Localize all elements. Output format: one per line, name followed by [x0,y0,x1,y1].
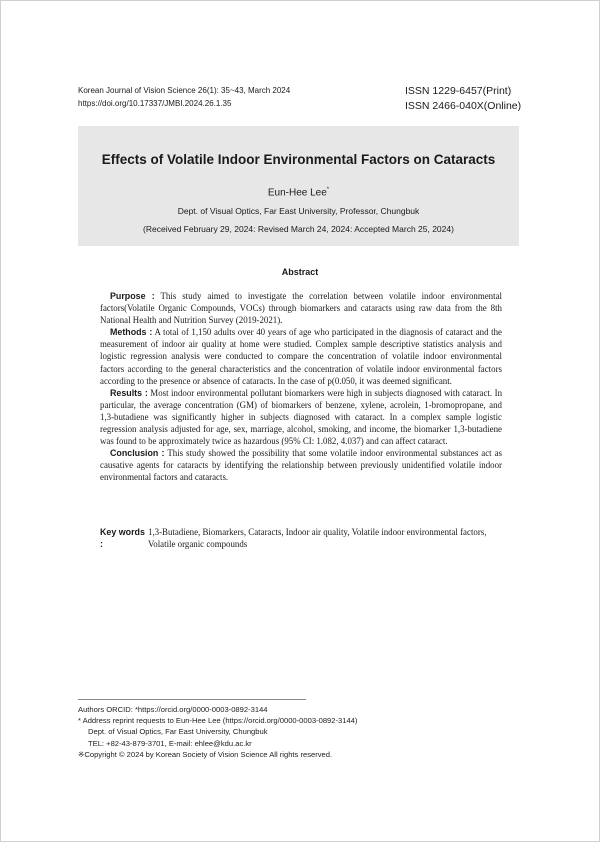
abstract-conclusion [100,447,502,483]
issn-online: ISSN 2466-040X(Online) [405,100,522,112]
title-box [78,126,519,246]
author-affiliation: Dept. of Visual Optics, Far East University, Professor, Chungbuk [177,206,420,216]
journal-doi[interactable]: https://doi.org/10.17337/JMBI.2024.26.1.35 [78,99,232,108]
author-name: Eun-Hee Lee [267,187,327,199]
footnote-divider [78,699,306,700]
footnote-address: Dept. of Visual Optics, Far East University, Chungbuk [88,727,268,737]
abstract-results [100,387,502,447]
keywords-label: Key words : [100,527,145,550]
footnote-copyright: ※Copyright © 2024 by Korean Society of Vision Science All rights reserved. [78,749,333,759]
abstract-purpose [100,290,502,326]
footnotes [78,704,357,760]
purpose-label: Purpose : [110,291,155,301]
footnote-contact: TEL: +82-43-879-3701, E-mail: ehlee@kdu.ac.kr [88,738,252,748]
journal-citation: Korean Journal of Vision Science 26(1): 35~43, March 2024 [78,86,291,95]
author-line [78,187,519,198]
abstract-body [100,290,502,484]
abstract-heading: Abstract [281,267,319,277]
conclusion-label: Conclusion : [110,448,165,459]
conclusion-text: This study showed the possibility that some volatile indoor environmental substances act as causative agents for cataracts by identifying the relationship between previously unidentified volatile indoor environmental factors and cataracts. [100,448,502,483]
issn-block [405,84,521,114]
footnote-reprint: * Address reprint requests to Eun-Hee Lee (https://orcid.org/0000-0003-0892-3144) [78,716,358,726]
footnote-orcid: Authors ORCID: *https://orcid.org/0000-0003-0892-3144 [78,705,268,714]
methods-label: Methods : [110,327,153,338]
article-dates: (Received February 29, 2024: Revised March 24, 2024: Accepted March 25, 2024) [143,224,454,234]
issn-print: ISSN 1229-6457(Print) [405,85,512,97]
article-title: Effects of Volatile Indoor Environmental Factors on Cataracts [101,152,496,167]
purpose-text: This study aimed to investigate the correlation between volatile indoor environmental factors(Volatile Organic Compounds, VOCs) through biomarkers and cataracts using raw data from the 8th National Health and Nutrition Survey (2019-2021). [100,291,502,326]
abstract-methods [100,326,502,386]
author-mark: * [326,187,330,193]
results-text: Most indoor environmental pollutant biomarkers were high in subjects diagnosed with cataract. In particular, the average concentration (GM) of biomarkers of benzene, xylene, acrolein, 1-bromopropane, and 1,3-butadiene was significantly higher in subjects diagnosed with cataract. In a complex sample logistic regression analysis adjusted for age, sex, marriage, alcohol, smoking, and income, the biomarker 1,3-butadiene was found to be approximately twice as hazardous (95% CI: 1.082, 4.037) and can affect cataract. [100,387,503,447]
journal-header [78,84,290,110]
keywords-text: 1,3-Butadiene, Biomarkers, Cataracts, Indoor air quality, Volatile indoor environmental factors, Volatile organic compounds [148,527,487,550]
methods-text: A total of 1,150 adults over 40 years of age who participated in the diagnosis of cataract and the measurement of indoor air quality at home were studied. Complex sample descriptive statistics analysis and logistic regression analysis were conducted to compare the concentration of volatile indoor environmental factors according to the general characteristics and the concentration of volatile indoor environmental factors according to the presence or absence of cataracts. In the case of p(0.050, it was deemed significant. [100,327,503,386]
results-label: Results : [110,387,148,398]
keywords [100,526,502,550]
